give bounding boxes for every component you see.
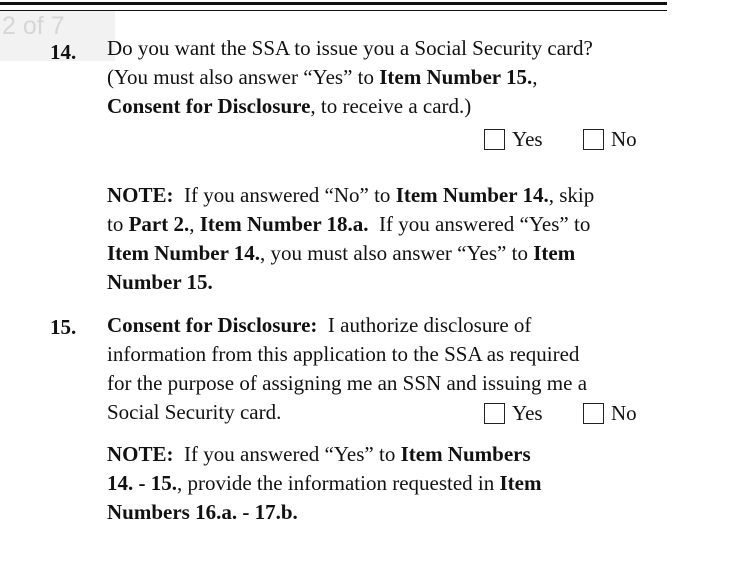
item-14-yes-checkbox[interactable] — [484, 129, 505, 150]
item-14-line-2 — [107, 63, 687, 92]
item-15-text: I authorize disclosure of — [317, 313, 532, 337]
item-15-line-2: information from this application to the SSA as required — [107, 342, 580, 366]
item-14-yes-label: Yes — [512, 127, 543, 151]
note-bold: Item Number 18.a. — [199, 212, 369, 236]
item-15-yes-checkbox[interactable] — [484, 403, 505, 424]
note-bold: Item — [533, 241, 576, 265]
item-15-heading: Consent for Disclosure: — [107, 313, 318, 337]
item-14-no-label: No — [611, 127, 637, 151]
item-14-no-checkbox[interactable] — [583, 129, 604, 150]
item-15-number: 15. — [50, 315, 77, 339]
note-bold: Part 2. — [128, 212, 190, 236]
item-14-text: , — [532, 65, 538, 89]
item-15-line-1 — [107, 311, 687, 340]
note-text: to — [107, 212, 129, 236]
item-15-reference: Item Number 15. — [379, 65, 533, 89]
note-bold: Item — [499, 471, 542, 495]
item-14-no-option[interactable] — [583, 125, 637, 154]
note-bold: 14. - 15. — [107, 471, 177, 495]
item-15-no-label: No — [611, 401, 637, 425]
note-text: , — [189, 212, 200, 236]
item-14-question — [107, 34, 687, 121]
item-15-yes-label: Yes — [512, 401, 543, 425]
item-14-text: , to receive a card.) — [310, 94, 472, 118]
item-14-yes-option[interactable] — [484, 125, 543, 154]
note-bold: Item Numbers — [400, 442, 531, 466]
item-15-no-checkbox[interactable] — [583, 403, 604, 424]
note-15-line-2 — [107, 469, 687, 498]
note-15-line-1 — [107, 440, 687, 469]
note-label: NOTE: — [107, 442, 174, 466]
note-text: If you answered “Yes” to — [173, 442, 401, 466]
note-bold: Number 15. — [107, 270, 213, 294]
note-text: If you answered “Yes” to — [368, 212, 591, 236]
item-15-yes-option[interactable] — [484, 399, 543, 428]
item-14-number: 14. — [50, 40, 77, 64]
note-text: If you answered “No” to — [173, 183, 396, 207]
note-bold: Item Number 14. — [107, 241, 261, 265]
note-bold: Item Number 14. — [395, 183, 549, 207]
note-text: , you must also answer “Yes” to — [260, 241, 534, 265]
consent-reference: Consent for Disclosure — [107, 94, 311, 118]
note-14-line-4 — [107, 268, 687, 297]
note-14-line-1 — [107, 181, 687, 210]
item-14-line-3 — [107, 92, 687, 121]
note-label: NOTE: — [107, 183, 174, 207]
note-15-line-3 — [107, 498, 687, 527]
top-rule-thick — [0, 2, 667, 5]
item-14-note — [107, 181, 687, 297]
item-15-no-option[interactable] — [583, 399, 637, 428]
note-text: , skip — [548, 183, 595, 207]
item-14-text: (You must also answer “Yes” to — [107, 65, 380, 89]
note-bold: Numbers 16.a. - 17.b. — [107, 500, 298, 524]
item-14-line-1: Do you want the SSA to issue you a Social Security card? — [107, 36, 593, 60]
item-15-line-3: for the purpose of assigning me an SSN and issuing me a — [107, 371, 588, 395]
note-text: , provide the information requested in — [177, 471, 500, 495]
note-14-line-2 — [107, 210, 687, 239]
item-15-line-4: Social Security card. — [107, 400, 282, 424]
item-15-note — [107, 440, 687, 527]
page-indicator-text: 2 of 7 — [2, 12, 65, 40]
note-14-line-3 — [107, 239, 687, 268]
